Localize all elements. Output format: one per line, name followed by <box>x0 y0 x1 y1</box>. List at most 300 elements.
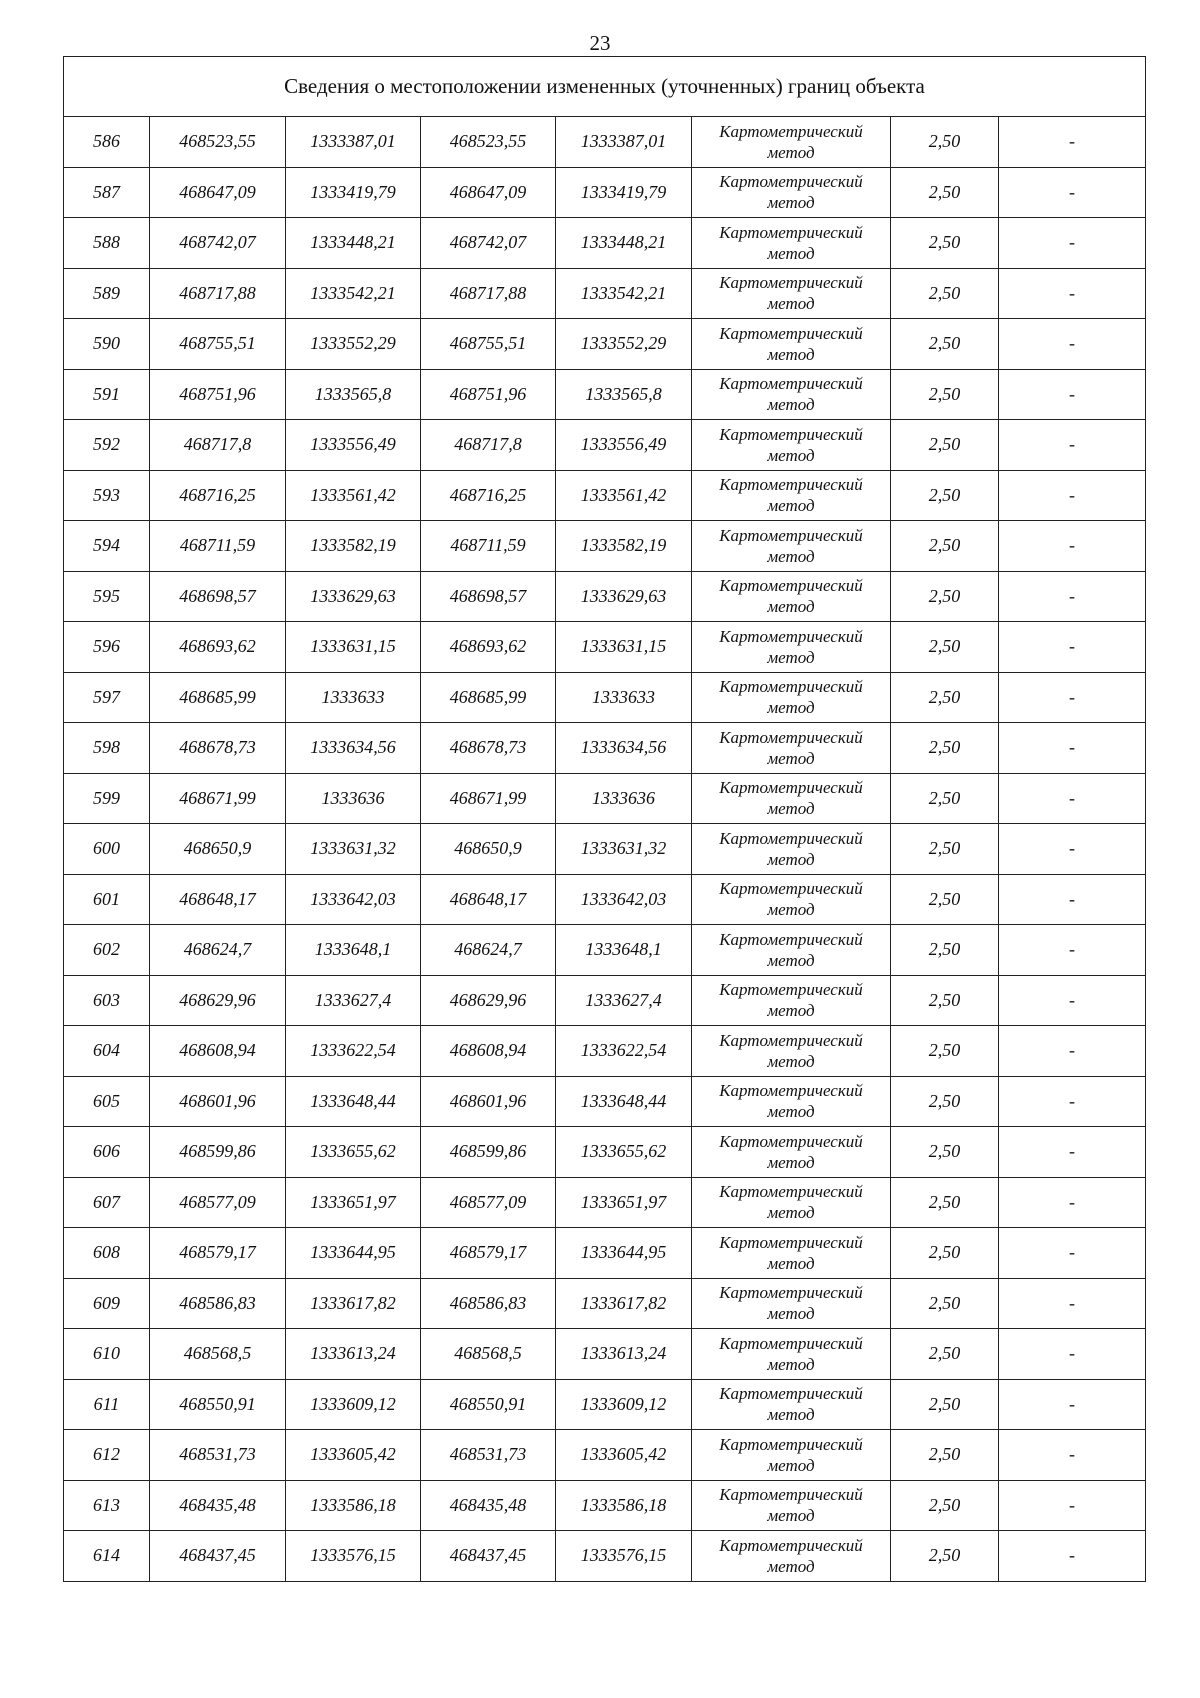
existing-y-cell: 1333387,01 <box>286 117 421 168</box>
method-cell <box>692 420 891 471</box>
refined-y-cell: 1333561,42 <box>556 470 692 521</box>
refined-y-cell: 1333542,21 <box>556 268 692 319</box>
method-cell <box>692 1228 891 1279</box>
existing-x-cell: 468711,59 <box>150 521 286 572</box>
existing-x-cell: 468671,99 <box>150 773 286 824</box>
existing-x-cell: 468650,9 <box>150 824 286 875</box>
method-line-2: метод <box>767 395 815 415</box>
point-number-cell: 591 <box>64 369 150 420</box>
table-row <box>64 773 1146 824</box>
method-line-1: Картометрический <box>719 475 863 495</box>
precision-cell: 2,50 <box>891 824 999 875</box>
table-row <box>64 1076 1146 1127</box>
method-line-2: метод <box>767 849 815 869</box>
existing-y-cell: 1333631,32 <box>286 824 421 875</box>
method-line-1: Картометрический <box>719 677 863 697</box>
precision-cell: 2,50 <box>891 622 999 673</box>
method-cell <box>692 1127 891 1178</box>
point-number-cell: 598 <box>64 723 150 774</box>
refined-x-cell: 468717,88 <box>421 268 556 319</box>
existing-y-cell: 1333448,21 <box>286 218 421 269</box>
refined-x-cell: 468577,09 <box>421 1177 556 1228</box>
method-line-2: метод <box>767 294 815 314</box>
method-cell <box>692 773 891 824</box>
method-cell <box>692 925 891 976</box>
method-line-1: Картометрический <box>719 1485 863 1505</box>
refined-x-cell: 468751,96 <box>421 369 556 420</box>
method-cell <box>692 571 891 622</box>
method-cell <box>692 167 891 218</box>
existing-x-cell: 468624,7 <box>150 925 286 976</box>
precision-cell: 2,50 <box>891 1127 999 1178</box>
point-number-cell: 593 <box>64 470 150 521</box>
existing-y-cell: 1333622,54 <box>286 1026 421 1077</box>
existing-y-cell: 1333605,42 <box>286 1430 421 1481</box>
refined-y-cell: 1333631,32 <box>556 824 692 875</box>
table-row <box>64 672 1146 723</box>
refined-y-cell: 1333644,95 <box>556 1228 692 1279</box>
refined-x-cell: 468599,86 <box>421 1127 556 1178</box>
precision-cell: 2,50 <box>891 319 999 370</box>
method-line-2: метод <box>767 1405 815 1425</box>
method-line-1: Картометрический <box>719 1081 863 1101</box>
existing-y-cell: 1333565,8 <box>286 369 421 420</box>
note-cell: - <box>999 167 1146 218</box>
method-line-2: метод <box>767 496 815 516</box>
table-row <box>64 571 1146 622</box>
table-row <box>64 167 1146 218</box>
method-line-1: Картометрический <box>719 424 863 444</box>
refined-x-cell: 468608,94 <box>421 1026 556 1077</box>
method-line-2: метод <box>767 546 815 566</box>
table-row <box>64 723 1146 774</box>
method-line-1: Картометрический <box>719 1182 863 1202</box>
table-row <box>64 1177 1146 1228</box>
note-cell: - <box>999 1531 1146 1582</box>
method-cell <box>692 319 891 370</box>
existing-x-cell: 468437,45 <box>150 1531 286 1582</box>
note-cell: - <box>999 1228 1146 1279</box>
precision-cell: 2,50 <box>891 672 999 723</box>
note-cell: - <box>999 723 1146 774</box>
refined-y-cell: 1333556,49 <box>556 420 692 471</box>
refined-y-cell: 1333655,62 <box>556 1127 692 1178</box>
existing-x-cell: 468629,96 <box>150 975 286 1026</box>
method-line-2: метод <box>767 445 815 465</box>
note-cell: - <box>999 824 1146 875</box>
refined-x-cell: 468650,9 <box>421 824 556 875</box>
existing-x-cell: 468698,57 <box>150 571 286 622</box>
refined-y-cell: 1333387,01 <box>556 117 692 168</box>
table-row <box>64 975 1146 1026</box>
point-number-cell: 609 <box>64 1278 150 1329</box>
refined-y-cell: 1333633 <box>556 672 692 723</box>
table-row <box>64 1430 1146 1481</box>
refined-x-cell: 468716,25 <box>421 470 556 521</box>
method-line-2: метод <box>767 1253 815 1273</box>
method-line-2: метод <box>767 1001 815 1021</box>
existing-x-cell: 468586,83 <box>150 1278 286 1329</box>
method-line-2: метод <box>767 1203 815 1223</box>
existing-y-cell: 1333629,63 <box>286 571 421 622</box>
point-number-cell: 594 <box>64 521 150 572</box>
precision-cell: 2,50 <box>891 470 999 521</box>
method-line-2: метод <box>767 1102 815 1122</box>
note-cell: - <box>999 1278 1146 1329</box>
method-line-1: Картометрический <box>719 879 863 899</box>
table-row <box>64 1228 1146 1279</box>
existing-y-cell: 1333617,82 <box>286 1278 421 1329</box>
existing-x-cell: 468599,86 <box>150 1127 286 1178</box>
precision-cell: 2,50 <box>891 218 999 269</box>
refined-y-cell: 1333609,12 <box>556 1379 692 1430</box>
table-row <box>64 117 1146 168</box>
refined-x-cell: 468550,91 <box>421 1379 556 1430</box>
existing-y-cell: 1333627,4 <box>286 975 421 1026</box>
table-row <box>64 1329 1146 1380</box>
existing-y-cell: 1333642,03 <box>286 874 421 925</box>
existing-x-cell: 468523,55 <box>150 117 286 168</box>
method-cell <box>692 1430 891 1481</box>
note-cell: - <box>999 1379 1146 1430</box>
method-line-2: метод <box>767 243 815 263</box>
point-number-cell: 595 <box>64 571 150 622</box>
refined-x-cell: 468648,17 <box>421 874 556 925</box>
method-line-2: метод <box>767 1152 815 1172</box>
note-cell: - <box>999 1430 1146 1481</box>
point-number-cell: 588 <box>64 218 150 269</box>
method-cell <box>692 723 891 774</box>
precision-cell: 2,50 <box>891 571 999 622</box>
refined-x-cell: 468624,7 <box>421 925 556 976</box>
refined-y-cell: 1333419,79 <box>556 167 692 218</box>
existing-x-cell: 468751,96 <box>150 369 286 420</box>
point-number-cell: 614 <box>64 1531 150 1582</box>
method-line-1: Картометрический <box>719 929 863 949</box>
method-line-1: Картометрический <box>719 576 863 596</box>
existing-y-cell: 1333634,56 <box>286 723 421 774</box>
method-line-2: метод <box>767 1304 815 1324</box>
table-row <box>64 268 1146 319</box>
refined-x-cell: 468435,48 <box>421 1480 556 1531</box>
refined-x-cell: 468586,83 <box>421 1278 556 1329</box>
precision-cell: 2,50 <box>891 1076 999 1127</box>
precision-cell: 2,50 <box>891 1329 999 1380</box>
refined-y-cell: 1333631,15 <box>556 622 692 673</box>
precision-cell: 2,50 <box>891 975 999 1026</box>
refined-y-cell: 1333622,54 <box>556 1026 692 1077</box>
method-line-1: Картометрический <box>719 727 863 747</box>
existing-y-cell: 1333586,18 <box>286 1480 421 1531</box>
method-line-1: Картометрический <box>719 828 863 848</box>
note-cell: - <box>999 521 1146 572</box>
table-row <box>64 420 1146 471</box>
existing-x-cell: 468601,96 <box>150 1076 286 1127</box>
point-number-cell: 610 <box>64 1329 150 1380</box>
existing-x-cell: 468755,51 <box>150 319 286 370</box>
existing-y-cell: 1333655,62 <box>286 1127 421 1178</box>
method-line-2: метод <box>767 597 815 617</box>
point-number-cell: 611 <box>64 1379 150 1430</box>
method-cell <box>692 470 891 521</box>
existing-y-cell: 1333636 <box>286 773 421 824</box>
existing-x-cell: 468693,62 <box>150 622 286 673</box>
precision-cell: 2,50 <box>891 874 999 925</box>
refined-x-cell: 468568,5 <box>421 1329 556 1380</box>
method-line-2: метод <box>767 1051 815 1071</box>
point-number-cell: 586 <box>64 117 150 168</box>
note-cell: - <box>999 1329 1146 1380</box>
refined-y-cell: 1333634,56 <box>556 723 692 774</box>
table-row <box>64 1531 1146 1582</box>
table-row <box>64 1026 1146 1077</box>
refined-y-cell: 1333605,42 <box>556 1430 692 1481</box>
refined-y-cell: 1333576,15 <box>556 1531 692 1582</box>
method-line-2: метод <box>767 799 815 819</box>
refined-y-cell: 1333582,19 <box>556 521 692 572</box>
precision-cell: 2,50 <box>891 723 999 774</box>
method-line-1: Картометрический <box>719 121 863 141</box>
refined-x-cell: 468647,09 <box>421 167 556 218</box>
method-line-2: метод <box>767 1455 815 1475</box>
point-number-cell: 600 <box>64 824 150 875</box>
method-line-1: Картометрический <box>719 172 863 192</box>
refined-x-cell: 468523,55 <box>421 117 556 168</box>
point-number-cell: 587 <box>64 167 150 218</box>
method-line-1: Картометрический <box>719 222 863 242</box>
table-row <box>64 1480 1146 1531</box>
refined-x-cell: 468678,73 <box>421 723 556 774</box>
method-line-1: Картометрический <box>719 1030 863 1050</box>
method-line-2: метод <box>767 1556 815 1576</box>
precision-cell: 2,50 <box>891 521 999 572</box>
refined-y-cell: 1333651,97 <box>556 1177 692 1228</box>
existing-x-cell: 468717,88 <box>150 268 286 319</box>
method-cell <box>692 521 891 572</box>
existing-y-cell: 1333561,42 <box>286 470 421 521</box>
method-cell <box>692 369 891 420</box>
method-cell <box>692 975 891 1026</box>
table-row <box>64 1379 1146 1430</box>
method-line-2: метод <box>767 142 815 162</box>
point-number-cell: 605 <box>64 1076 150 1127</box>
point-number-cell: 612 <box>64 1430 150 1481</box>
note-cell: - <box>999 571 1146 622</box>
precision-cell: 2,50 <box>891 773 999 824</box>
note-cell: - <box>999 470 1146 521</box>
table-row <box>64 874 1146 925</box>
existing-x-cell: 468531,73 <box>150 1430 286 1481</box>
point-number-cell: 597 <box>64 672 150 723</box>
method-line-2: метод <box>767 647 815 667</box>
refined-x-cell: 468685,99 <box>421 672 556 723</box>
method-line-1: Картометрический <box>719 323 863 343</box>
point-number-cell: 592 <box>64 420 150 471</box>
note-cell: - <box>999 773 1146 824</box>
method-cell <box>692 268 891 319</box>
refined-x-cell: 468671,99 <box>421 773 556 824</box>
method-line-2: метод <box>767 193 815 213</box>
existing-x-cell: 468647,09 <box>150 167 286 218</box>
method-line-1: Картометрический <box>719 273 863 293</box>
note-cell: - <box>999 672 1146 723</box>
method-cell <box>692 672 891 723</box>
existing-y-cell: 1333552,29 <box>286 319 421 370</box>
existing-y-cell: 1333576,15 <box>286 1531 421 1582</box>
point-number-cell: 604 <box>64 1026 150 1077</box>
method-line-1: Картометрический <box>719 626 863 646</box>
refined-x-cell: 468437,45 <box>421 1531 556 1582</box>
precision-cell: 2,50 <box>891 1379 999 1430</box>
precision-cell: 2,50 <box>891 1480 999 1531</box>
method-cell <box>692 218 891 269</box>
method-line-1: Картометрический <box>719 1434 863 1454</box>
note-cell: - <box>999 420 1146 471</box>
existing-y-cell: 1333556,49 <box>286 420 421 471</box>
point-number-cell: 589 <box>64 268 150 319</box>
note-cell: - <box>999 622 1146 673</box>
refined-x-cell: 468717,8 <box>421 420 556 471</box>
point-number-cell: 599 <box>64 773 150 824</box>
method-cell <box>692 1480 891 1531</box>
method-line-1: Картометрический <box>719 1384 863 1404</box>
refined-x-cell: 468711,59 <box>421 521 556 572</box>
precision-cell: 2,50 <box>891 1228 999 1279</box>
point-number-cell: 606 <box>64 1127 150 1178</box>
note-cell: - <box>999 117 1146 168</box>
method-line-1: Картометрический <box>719 1232 863 1252</box>
point-number-cell: 603 <box>64 975 150 1026</box>
table-row <box>64 1127 1146 1178</box>
precision-cell: 2,50 <box>891 1177 999 1228</box>
refined-x-cell: 468601,96 <box>421 1076 556 1127</box>
existing-y-cell: 1333419,79 <box>286 167 421 218</box>
note-cell: - <box>999 1480 1146 1531</box>
refined-y-cell: 1333448,21 <box>556 218 692 269</box>
refined-x-cell: 468742,07 <box>421 218 556 269</box>
method-line-2: метод <box>767 748 815 768</box>
method-line-2: метод <box>767 1506 815 1526</box>
table-row <box>64 369 1146 420</box>
precision-cell: 2,50 <box>891 420 999 471</box>
method-line-1: Картометрический <box>719 980 863 1000</box>
existing-x-cell: 468685,99 <box>150 672 286 723</box>
method-line-1: Картометрический <box>719 1535 863 1555</box>
method-line-1: Картометрический <box>719 525 863 545</box>
existing-x-cell: 468435,48 <box>150 1480 286 1531</box>
point-number-cell: 608 <box>64 1228 150 1279</box>
refined-y-cell: 1333565,8 <box>556 369 692 420</box>
method-line-2: метод <box>767 344 815 364</box>
note-cell: - <box>999 1076 1146 1127</box>
note-cell: - <box>999 369 1146 420</box>
table-title: Сведения о местоположении измененных (уточненных) границ объекта <box>64 57 1146 117</box>
note-cell: - <box>999 925 1146 976</box>
precision-cell: 2,50 <box>891 369 999 420</box>
existing-y-cell: 1333609,12 <box>286 1379 421 1430</box>
existing-y-cell: 1333582,19 <box>286 521 421 572</box>
method-line-2: метод <box>767 698 815 718</box>
page-number: 23 <box>589 31 611 55</box>
point-number-cell: 601 <box>64 874 150 925</box>
precision-cell: 2,50 <box>891 1430 999 1481</box>
method-cell <box>692 1026 891 1077</box>
existing-x-cell: 468742,07 <box>150 218 286 269</box>
refined-y-cell: 1333629,63 <box>556 571 692 622</box>
refined-y-cell: 1333648,1 <box>556 925 692 976</box>
precision-cell: 2,50 <box>891 117 999 168</box>
existing-x-cell: 468568,5 <box>150 1329 286 1380</box>
existing-x-cell: 468579,17 <box>150 1228 286 1279</box>
note-cell: - <box>999 1177 1146 1228</box>
method-cell <box>692 622 891 673</box>
note-cell: - <box>999 1127 1146 1178</box>
table-row <box>64 470 1146 521</box>
table-row <box>64 218 1146 269</box>
point-number-cell: 596 <box>64 622 150 673</box>
refined-x-cell: 468531,73 <box>421 1430 556 1481</box>
precision-cell: 2,50 <box>891 1026 999 1077</box>
refined-y-cell: 1333627,4 <box>556 975 692 1026</box>
table-row <box>64 925 1146 976</box>
existing-y-cell: 1333651,97 <box>286 1177 421 1228</box>
table-row <box>64 622 1146 673</box>
method-line-1: Картометрический <box>719 1283 863 1303</box>
existing-y-cell: 1333631,15 <box>286 622 421 673</box>
precision-cell: 2,50 <box>891 1278 999 1329</box>
table-row <box>64 1278 1146 1329</box>
method-line-2: метод <box>767 1354 815 1374</box>
precision-cell: 2,50 <box>891 167 999 218</box>
precision-cell: 2,50 <box>891 925 999 976</box>
method-cell <box>692 117 891 168</box>
existing-y-cell: 1333648,44 <box>286 1076 421 1127</box>
precision-cell: 2,50 <box>891 1531 999 1582</box>
method-cell <box>692 1329 891 1380</box>
refined-y-cell: 1333586,18 <box>556 1480 692 1531</box>
method-cell <box>692 1278 891 1329</box>
point-number-cell: 607 <box>64 1177 150 1228</box>
boundary-coordinates-table <box>63 56 1146 1582</box>
point-number-cell: 602 <box>64 925 150 976</box>
method-cell <box>692 824 891 875</box>
method-cell <box>692 1177 891 1228</box>
method-cell <box>692 1379 891 1430</box>
refined-y-cell: 1333613,24 <box>556 1329 692 1380</box>
table-row <box>64 521 1146 572</box>
table-row <box>64 319 1146 370</box>
refined-y-cell: 1333552,29 <box>556 319 692 370</box>
refined-y-cell: 1333648,44 <box>556 1076 692 1127</box>
note-cell: - <box>999 975 1146 1026</box>
method-line-1: Картометрический <box>719 778 863 798</box>
refined-y-cell: 1333617,82 <box>556 1278 692 1329</box>
existing-y-cell: 1333644,95 <box>286 1228 421 1279</box>
note-cell: - <box>999 319 1146 370</box>
refined-y-cell: 1333642,03 <box>556 874 692 925</box>
refined-x-cell: 468698,57 <box>421 571 556 622</box>
method-line-2: метод <box>767 950 815 970</box>
existing-y-cell: 1333648,1 <box>286 925 421 976</box>
note-cell: - <box>999 874 1146 925</box>
existing-x-cell: 468648,17 <box>150 874 286 925</box>
existing-x-cell: 468550,91 <box>150 1379 286 1430</box>
precision-cell: 2,50 <box>891 268 999 319</box>
existing-x-cell: 468577,09 <box>150 1177 286 1228</box>
existing-y-cell: 1333542,21 <box>286 268 421 319</box>
refined-x-cell: 468629,96 <box>421 975 556 1026</box>
table-row <box>64 824 1146 875</box>
